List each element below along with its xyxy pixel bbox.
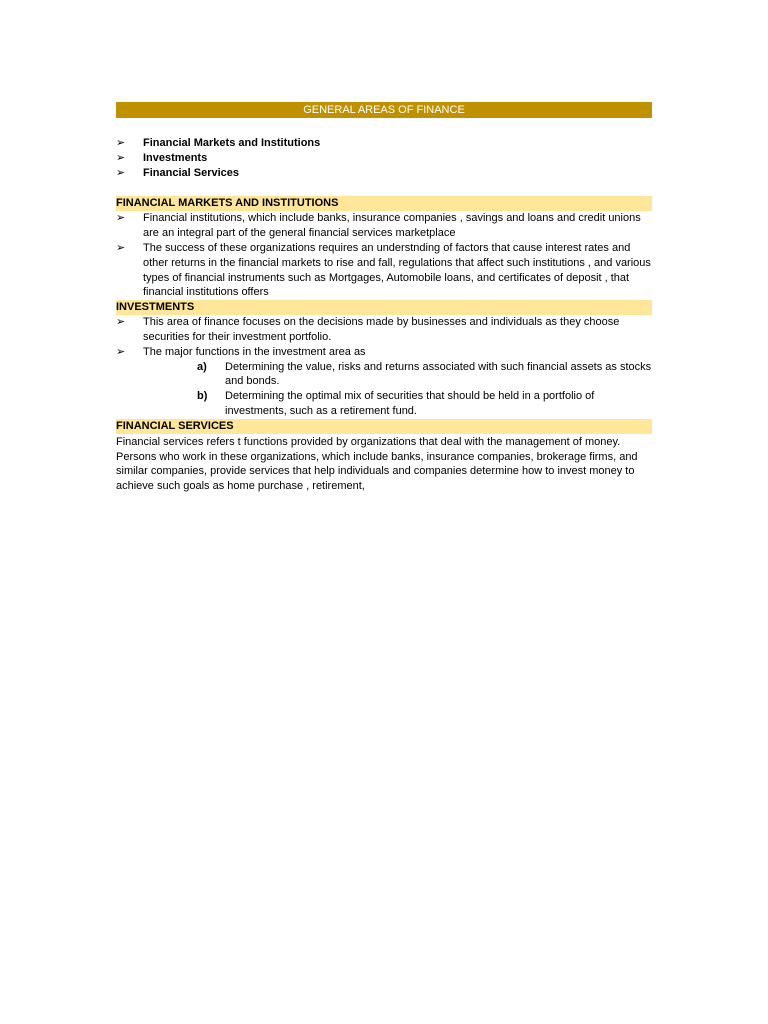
bullet-text: The success of these organizations requires an understnding of factors that cause interest rates and other returns in the financial markets to rise and fall, regulations that affect such institutions , and various types of financial instruments such as Mortgages, Automobile loans, and certificates of deposit , that financial institutions offers xyxy=(143,241,651,299)
section-heading-financial-services: FINANCIAL SERVICES xyxy=(116,419,652,434)
page-title: GENERAL AREAS OF FINANCE xyxy=(116,102,652,118)
arrow-bullet-icon: ➢ xyxy=(116,241,126,254)
arrow-bullet-icon: ➢ xyxy=(116,212,126,225)
sub-item-text: Determining the optimal mix of securities that should be held in a portfolio of investments, such as a retirement fund. xyxy=(225,390,595,417)
overview-item-label: Financial Services xyxy=(143,166,239,179)
bullet-item xyxy=(116,241,652,300)
overview-item xyxy=(116,151,652,166)
sub-list-item xyxy=(116,389,652,419)
arrow-bullet-icon: ➢ xyxy=(116,316,126,329)
bullet-item xyxy=(116,345,652,360)
body-paragraph: Financial services refers t functions provided by organizations that deal with the management of money. Persons who work in these organizations, which include banks, insurance companies, brokerage firms, and similar companies, provide services that help individuals and companies determine how to invest money to achieve such goals as home purchase , retirement, xyxy=(116,435,638,493)
sub-item-text: Determining the value, risks and returns associated with such financial assets as stocks and bonds. xyxy=(225,360,652,388)
arrow-bullet-icon: ➢ xyxy=(116,137,126,149)
arrow-bullet-icon: ➢ xyxy=(116,151,126,164)
document-page xyxy=(116,102,652,494)
sub-list-item xyxy=(116,360,652,390)
bullet-item xyxy=(116,315,652,345)
bullet-text: Financial institutions, which include banks, insurance companies , savings and loans and credit unions are an integral part of the general financial services marketplace xyxy=(143,212,641,240)
overview-item xyxy=(116,136,652,151)
sub-item-letter: a) xyxy=(197,360,207,373)
bullet-text: The major functions in the investment area as xyxy=(143,345,366,358)
bullet-item xyxy=(116,211,652,241)
arrow-bullet-icon: ➢ xyxy=(116,345,126,358)
section-heading-financial-markets: FINANCIAL MARKETS AND INSTITUTIONS xyxy=(116,196,652,211)
bullet-text: This area of finance focuses on the decisions made by businesses and individuals as they choose securities for their investment portfolio. xyxy=(143,316,620,343)
overview-item-label: Investments xyxy=(143,151,208,164)
sub-item-letter: b) xyxy=(197,390,208,403)
arrow-bullet-icon: ➢ xyxy=(116,166,126,179)
overview-list xyxy=(116,136,652,180)
overview-item xyxy=(116,166,652,181)
overview-item-label: Financial Markets and Institutions xyxy=(143,137,321,149)
section-heading-investments: INVESTMENTS xyxy=(116,300,652,315)
